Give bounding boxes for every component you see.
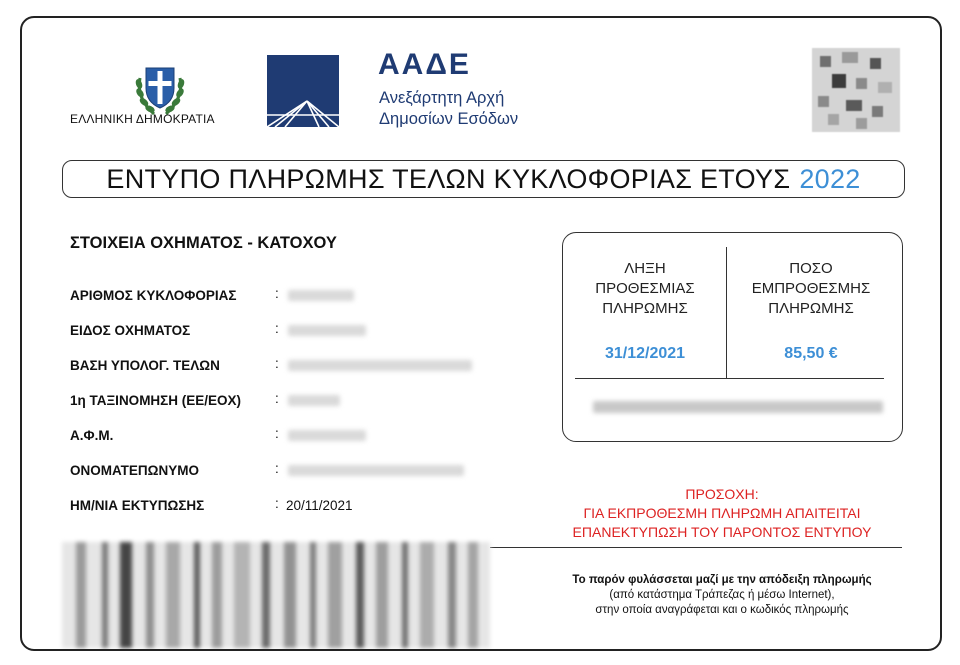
deadline-heading-line: ΠΡΟΘΕΣΜΙΑΣ [595, 280, 695, 297]
warning-line: ΕΠΑΝΕΚΤΥΠΩΣΗ ΤΟΥ ΠΑΡΟΝΤΟΣ ΕΝΤΥΠΟΥ [572, 524, 872, 540]
warning-divider [490, 547, 902, 548]
field-label: ΗΜ/ΝΙΑ ΕΚΤΥΠΩΣΗΣ [70, 498, 205, 513]
redacted-value [288, 430, 366, 441]
amount-heading-line: ΠΛΗΡΩΜΗΣ [768, 300, 854, 317]
deadline-value: 31/12/2021 [604, 345, 686, 362]
field-label: ΟΝΟΜΑΤΕΠΩΝΥΜΟ [70, 463, 199, 478]
details-heading: ΣΤΟΙΧΕΙΑ ΟΧΗΜΑΤΟΣ - ΚΑΤΟΧΟΥ [70, 234, 337, 252]
amount-heading-line: ΠΟΣΟ [789, 260, 833, 277]
field-colon: : [275, 461, 279, 476]
amount-heading [731, 259, 891, 319]
field-colon: : [275, 496, 279, 511]
aade-acronym: ΑΑΔΕ [378, 48, 471, 81]
republic-label: ΕΛΛΗΝΙΚΗ ΔΗΜΟΚΡΑΤΙΑ [70, 112, 215, 126]
deadline-heading-line: ΠΛΗΡΩΜΗΣ [602, 300, 688, 317]
field-colon: : [275, 356, 279, 371]
field-row [70, 321, 490, 341]
field-row [70, 461, 490, 481]
field-colon: : [275, 286, 279, 301]
deadline-heading [565, 259, 725, 319]
field-label: Α.Φ.Μ. [70, 428, 114, 443]
redacted-payment-code [593, 401, 883, 413]
receipt-note-line: Το παρόν φυλάσσεται μαζί με την απόδειξη πληρωμής [572, 574, 872, 586]
print-date-value: 20/11/2021 [286, 498, 353, 513]
field-row [70, 496, 490, 516]
late-payment-warning [502, 485, 942, 542]
receipt-note-line: στην οποία αναγράφεται και ο κωδικός πληρωμής [595, 604, 849, 616]
row-divider [575, 378, 884, 379]
aade-name-line1: Ανεξάρτητη Αρχή [379, 89, 505, 107]
redacted-value [288, 325, 366, 336]
qr-code [812, 48, 900, 132]
redacted-value [288, 290, 354, 301]
redacted-barcode [62, 542, 490, 648]
form-title-text: ΕΝΤΥΠΟ ΠΛΗΡΩΜΗΣ ΤΕΛΩΝ ΚΥΚΛΟΦΟΡΙΑΣ ΕΤΟΥΣ [106, 163, 791, 194]
field-colon: : [275, 391, 279, 406]
column-divider [726, 247, 727, 378]
field-label: 1η ΤΑΞΙΝΟΜΗΣΗ (ΕΕ/ΕΟΧ) [70, 393, 242, 408]
amount-heading-line: ΕΜΠΡΟΘΕΣΜΗΣ [751, 280, 871, 297]
field-row [70, 391, 490, 411]
field-colon: : [275, 426, 279, 441]
redacted-value [288, 465, 464, 476]
form-title [62, 160, 905, 198]
field-label: ΒΑΣΗ ΥΠΟΛΟΓ. ΤΕΛΩΝ [70, 358, 220, 373]
field-row [70, 426, 490, 446]
warning-line: ΠΡΟΣΟΧΗ: [685, 486, 759, 502]
amount-value: 85,50 € [784, 345, 838, 362]
field-row [70, 356, 490, 376]
aade-name-line2: Δημοσίων Εσόδων [379, 110, 519, 128]
deadline-heading-line: ΛΗΞΗ [624, 260, 666, 277]
payment-summary-box [562, 232, 903, 442]
field-colon: : [275, 321, 279, 336]
form-title-year: 2022 [799, 163, 861, 194]
aade-logo-icon [267, 55, 339, 127]
payment-form [20, 16, 942, 651]
receipt-note-line: (από κατάστημα Τράπεζας ή μέσω Internet), [609, 589, 835, 601]
field-row [70, 286, 490, 306]
greek-emblem-icon [132, 58, 188, 120]
redacted-value [288, 360, 472, 371]
field-label: ΑΡΙΘΜΟΣ ΚΥΚΛΟΦΟΡΙΑΣ [70, 288, 237, 303]
redacted-value [288, 395, 340, 406]
field-label: ΕΙΔΟΣ ΟΧΗΜΑΤΟΣ [70, 323, 191, 338]
warning-line: ΓΙΑ ΕΚΠΡΟΘΕΣΜΗ ΠΛΗΡΩΜΗ ΑΠΑΙΤΕΙΤΑΙ [583, 505, 861, 521]
